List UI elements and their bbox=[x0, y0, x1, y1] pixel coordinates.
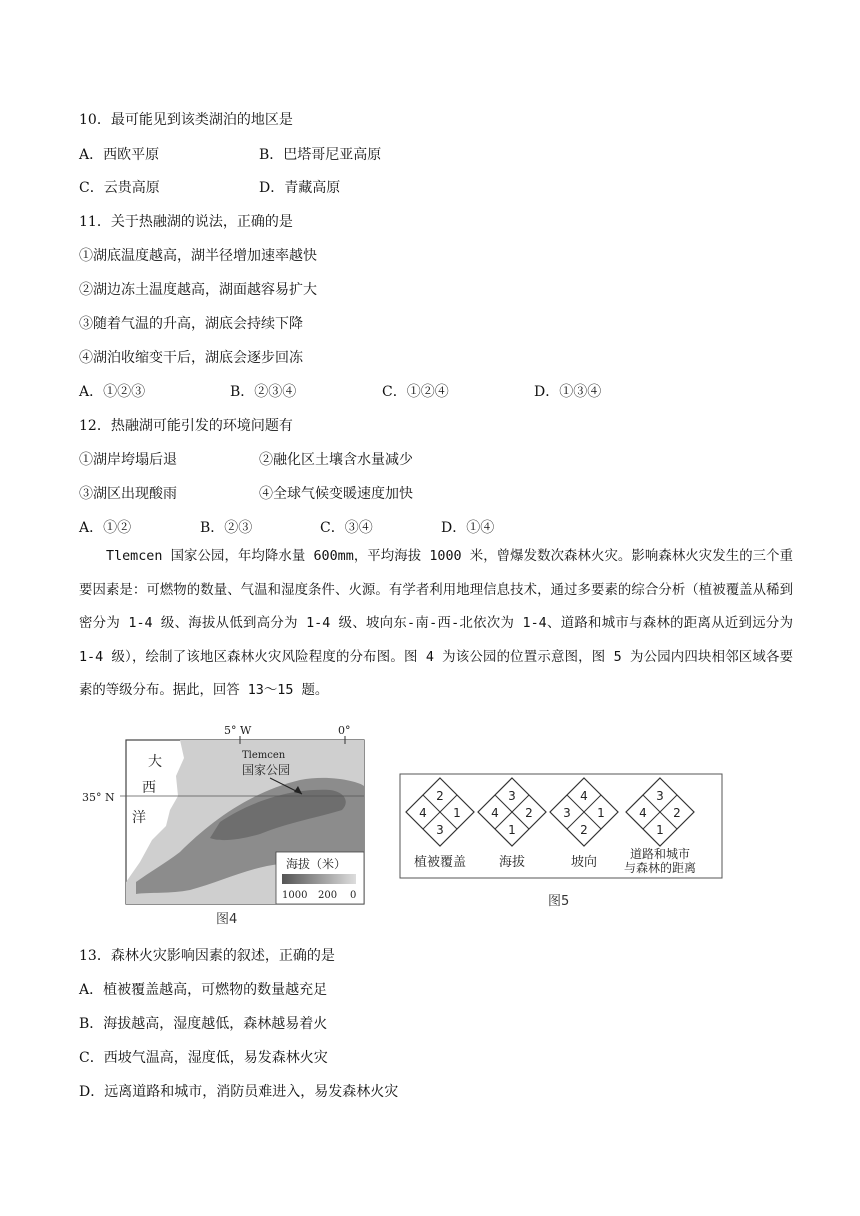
legend-value-0: 0 bbox=[350, 890, 357, 901]
legend-value-200: 200 bbox=[318, 890, 338, 901]
ocean-char-1: 大 bbox=[148, 754, 162, 770]
diamond-3-left-value: 3 bbox=[563, 806, 571, 820]
q11-option-a: A．①②③ bbox=[79, 384, 146, 400]
q12-option-a: A．①② bbox=[79, 520, 132, 536]
q12-stem: 12．热融湖可能引发的环境问题有 bbox=[79, 418, 293, 434]
q12-statement-1: ①湖岸垮塌后退 bbox=[79, 452, 177, 468]
diamond-1-left-value: 4 bbox=[419, 806, 427, 820]
figure-5-diagrams bbox=[398, 772, 724, 880]
diamond-label-2: 海拔 bbox=[498, 855, 526, 870]
diamond-2-left-value: 4 bbox=[491, 806, 499, 820]
legend-value-1000: 1000 bbox=[282, 890, 308, 901]
figure-4-map bbox=[80, 722, 380, 932]
lat-label-35n: 35° N bbox=[82, 791, 115, 804]
diamond-4-left-value: 4 bbox=[639, 806, 647, 820]
q11-statement-2: ②湖边冻土温度越高，湖面越容易扩大 bbox=[79, 282, 317, 298]
diamond-2-bottom-value: 1 bbox=[508, 823, 516, 837]
diamond-3-bottom-value: 2 bbox=[580, 823, 588, 837]
q10-option-b: B．巴塔哥尼亚高原 bbox=[259, 147, 382, 163]
diamond-label-4-line1: 道路和城市 bbox=[629, 847, 691, 861]
diamond-2-top-value: 3 bbox=[508, 789, 516, 803]
q10-option-c: C．云贵高原 bbox=[79, 180, 160, 196]
q11-statement-3: ③随着气温的升高，湖底会持续下降 bbox=[79, 316, 303, 332]
diamond-label-3: 坡向 bbox=[570, 855, 598, 870]
q13-option-d: D．远离道路和城市，消防员难进入，易发森林火灾 bbox=[79, 1084, 399, 1100]
diamond-1-bottom-value: 3 bbox=[436, 823, 444, 837]
q10-stem: 10．最可能见到该类湖泊的地区是 bbox=[79, 112, 293, 128]
diamond-3-top-value: 4 bbox=[580, 789, 588, 803]
q12-option-c: C．③④ bbox=[320, 520, 373, 536]
figure-5-caption: 图5 bbox=[548, 894, 570, 909]
q12-option-b: B．②③ bbox=[200, 520, 253, 536]
q12-option-d: D．①④ bbox=[441, 520, 495, 536]
diamond-4-top-value: 3 bbox=[656, 789, 664, 803]
q10-option-d: D．青藏高原 bbox=[259, 180, 341, 196]
passage-text: Tlemcen 国家公园，年均降水量 600mm，平均海拔 1000 米，曾爆发数次森林火灾。影响森林火灾发生的三个重要因素是：可燃物的数量、气温和湿度条件、火源。有学者利用地理信息技术，通过多要素的综合分析（植被覆盖从稀到密分为 1-4 级、海拔从低到高分为 1-4 级、坡向东-南-西-北依次为 1-4、道路和城市与森林的距离从近到远分为 1-4 级），绘制了该地区森林火灾风险程度的分布图。图 4 为该公园的位置示意图，图 5 为公园内四块相邻区域各要素的等级分布。据此，回答 13～15 题。 bbox=[79, 549, 793, 698]
q12-statement-4: ④全球气候变暖速度加快 bbox=[259, 486, 413, 502]
diamond-3-right-value: 1 bbox=[597, 806, 605, 820]
q11-statement-1: ①湖底温度越高，湖半径增加速率越快 bbox=[79, 248, 317, 264]
q12-statement-3: ③湖区出现酸雨 bbox=[79, 486, 177, 502]
diamond-4-bottom-value: 1 bbox=[656, 823, 664, 837]
park-label-cn: 国家公园 bbox=[242, 763, 291, 777]
ocean-char-3: 洋 bbox=[132, 810, 146, 826]
q12-statement-2: ②融化区土壤含水量减少 bbox=[259, 452, 413, 468]
lon-label-5w: 5° W bbox=[224, 724, 252, 737]
q11-option-d: D．①③④ bbox=[534, 384, 602, 400]
q11-statement-4: ④湖泊收缩变干后，湖底会逐步回冻 bbox=[79, 350, 303, 366]
q13-option-b: B．海拔越高，湿度越低，森林越易着火 bbox=[79, 1016, 328, 1032]
q11-option-c: C．①②④ bbox=[382, 384, 449, 400]
q13-stem: 13．森林火灾影响因素的叙述，正确的是 bbox=[79, 948, 335, 964]
diamond-1-top-value: 2 bbox=[436, 789, 444, 803]
lon-label-0: 0° bbox=[338, 724, 351, 737]
park-label-en: Tlemcen bbox=[242, 750, 286, 761]
diamond-label-1: 植被覆盖 bbox=[413, 855, 467, 870]
diamond-label-4-line2: 与森林的距离 bbox=[623, 861, 697, 875]
q11-option-b: B．②③④ bbox=[230, 384, 297, 400]
q10-option-a: A．西欧平原 bbox=[79, 147, 160, 163]
legend-gradient-bar bbox=[282, 874, 356, 884]
q13-option-c: C．西坡气温高，湿度低，易发森林火灾 bbox=[79, 1050, 328, 1066]
ocean-char-2: 西 bbox=[142, 780, 156, 796]
diamond-4-right-value: 2 bbox=[673, 806, 681, 820]
q11-stem: 11．关于热融湖的说法，正确的是 bbox=[79, 214, 293, 230]
q13-option-a: A．植被覆盖越高，可燃物的数量越充足 bbox=[79, 982, 328, 998]
passage bbox=[79, 540, 793, 708]
figure-4-caption: 图4 bbox=[216, 912, 238, 927]
diamond-2-right-value: 2 bbox=[525, 806, 533, 820]
diamond-1-right-value: 1 bbox=[453, 806, 461, 820]
legend-title: 海拔（米） bbox=[286, 857, 347, 871]
